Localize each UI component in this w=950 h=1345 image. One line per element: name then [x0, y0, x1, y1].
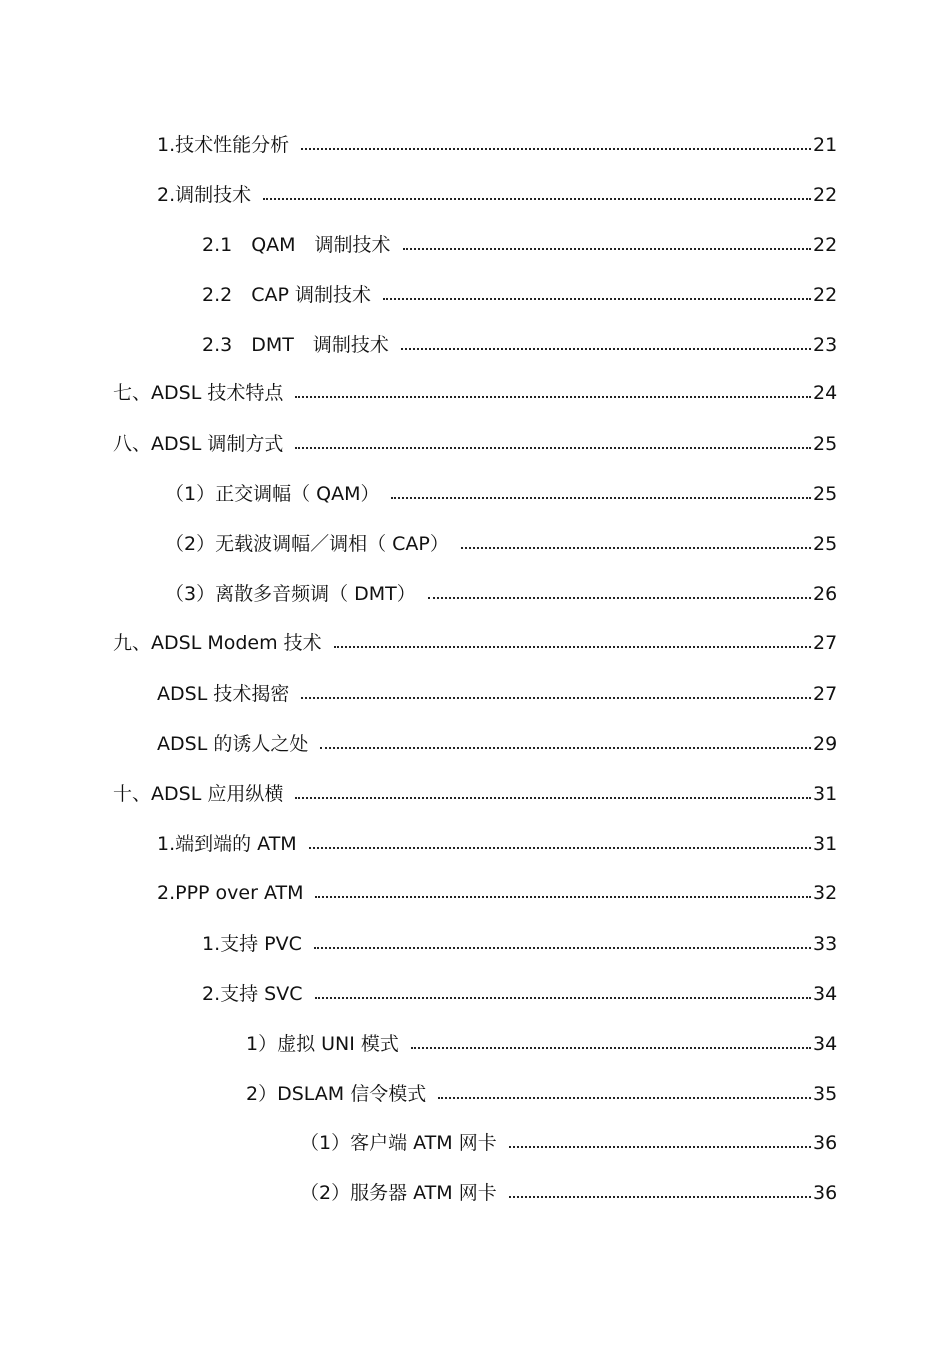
toc-entry[interactable] [157, 725, 837, 755]
toc-entry-title: （1）客户端 ATM 网卡 [300, 1132, 497, 1154]
dot-leader [391, 497, 811, 499]
toc-entry-page: 32 [813, 882, 838, 904]
toc-entry[interactable] [202, 975, 837, 1005]
toc-entry[interactable] [113, 624, 837, 654]
toc-entry-page: 25 [813, 433, 838, 455]
dot-leader [301, 148, 811, 150]
toc-entry-title: 十、ADSL 应用纵横 [113, 783, 284, 805]
toc-entry[interactable] [157, 126, 837, 156]
toc-entry[interactable] [202, 925, 837, 955]
toc-entry[interactable] [202, 276, 837, 306]
toc-entry-page: 24 [813, 382, 838, 404]
toc-entry-title: 九、ADSL Modem 技术 [113, 632, 322, 654]
dot-leader [461, 547, 811, 549]
toc-entry-page: 35 [813, 1083, 838, 1105]
toc-entry[interactable] [165, 475, 837, 505]
toc-entry-page: 36 [813, 1132, 838, 1154]
dot-leader [509, 1196, 811, 1198]
toc-entry-page: 21 [813, 134, 838, 156]
toc-entry-title: 2.PPP over ATM [157, 882, 304, 904]
toc-entry-title: 1.端到端的 ATM [157, 833, 297, 855]
toc-entry[interactable] [202, 326, 837, 356]
toc-entry-page: 27 [813, 683, 838, 705]
dot-leader [263, 198, 811, 200]
dot-leader [314, 947, 811, 949]
dot-leader [509, 1146, 811, 1148]
dot-leader [309, 847, 811, 849]
toc-entry-page: 34 [813, 983, 838, 1005]
toc-entry[interactable] [113, 775, 837, 805]
dot-leader [334, 646, 811, 648]
toc-entry-page: 25 [813, 483, 838, 505]
dot-leader [315, 997, 812, 999]
toc-entry[interactable] [157, 874, 837, 904]
toc-entry[interactable] [113, 425, 837, 455]
toc-entry-page: 31 [813, 783, 838, 805]
toc-entry[interactable] [157, 176, 837, 206]
toc-entry[interactable] [157, 825, 837, 855]
toc-entry-page: 25 [813, 533, 838, 555]
toc-entry-title: 2.3 DMT 调制技术 [202, 334, 389, 356]
dot-leader [295, 396, 811, 398]
toc-entry-page: 26 [813, 583, 838, 605]
toc-entry-page: 27 [813, 632, 838, 654]
toc-entry-title: 2.支持 SVC [202, 983, 303, 1005]
toc-entry-title: 2.1 QAM 调制技术 [202, 234, 391, 256]
toc-entry-title: 2.调制技术 [157, 184, 252, 206]
toc-entry-title: 七、ADSL 技术特点 [113, 382, 284, 404]
dot-leader [401, 348, 811, 350]
toc-entry-page: 22 [813, 234, 838, 256]
dot-leader [295, 797, 811, 799]
dot-leader [411, 1047, 811, 1049]
toc-entry-title: 1.支持 PVC [202, 933, 302, 955]
toc-entry-title: 2.2 CAP 调制技术 [202, 284, 371, 306]
dot-leader [428, 597, 811, 599]
dot-leader [403, 248, 811, 250]
toc-entry-page: 31 [813, 833, 838, 855]
toc-entry[interactable] [113, 374, 837, 404]
toc-entry-page: 36 [813, 1182, 838, 1204]
toc-entry-title: （1）正交调幅（ QAM） [165, 483, 380, 505]
toc-entry-title: ADSL 的诱人之处 [157, 733, 309, 755]
dot-leader [383, 298, 811, 300]
dot-leader [320, 747, 811, 749]
toc-entry[interactable] [300, 1124, 837, 1154]
toc-entry-title: 2）DSLAM 信令模式 [246, 1083, 427, 1105]
toc-entry[interactable] [165, 525, 837, 555]
dot-leader [301, 697, 811, 699]
toc-entry-page: 22 [813, 184, 838, 206]
toc-entry-page: 22 [813, 284, 838, 306]
toc-entry[interactable] [246, 1025, 837, 1055]
dot-leader [295, 447, 811, 449]
toc-entry[interactable] [165, 575, 837, 605]
dot-leader [438, 1097, 811, 1099]
toc-entry[interactable] [157, 675, 837, 705]
toc-entry-page: 33 [813, 933, 838, 955]
toc-entry-title: ADSL 技术揭密 [157, 683, 290, 705]
toc-entry-title: （3）离散多音频调（ DMT） [165, 583, 416, 605]
toc-entry-title: （2）服务器 ATM 网卡 [300, 1182, 497, 1204]
toc-entry[interactable] [300, 1174, 837, 1204]
toc-entry-title: （2）无载波调幅／调相（ CAP） [165, 533, 449, 555]
toc-entry-title: 1）虚拟 UNI 模式 [246, 1033, 399, 1055]
dot-leader [315, 896, 811, 898]
toc-entry-page: 23 [813, 334, 838, 356]
toc-entry-title: 1.技术性能分析 [157, 134, 290, 156]
toc-entry-page: 29 [813, 733, 838, 755]
toc-entry[interactable] [202, 226, 837, 256]
toc-entry-page: 34 [813, 1033, 838, 1055]
toc-entry-title: 八、ADSL 调制方式 [113, 433, 284, 455]
toc-entry[interactable] [246, 1075, 837, 1105]
